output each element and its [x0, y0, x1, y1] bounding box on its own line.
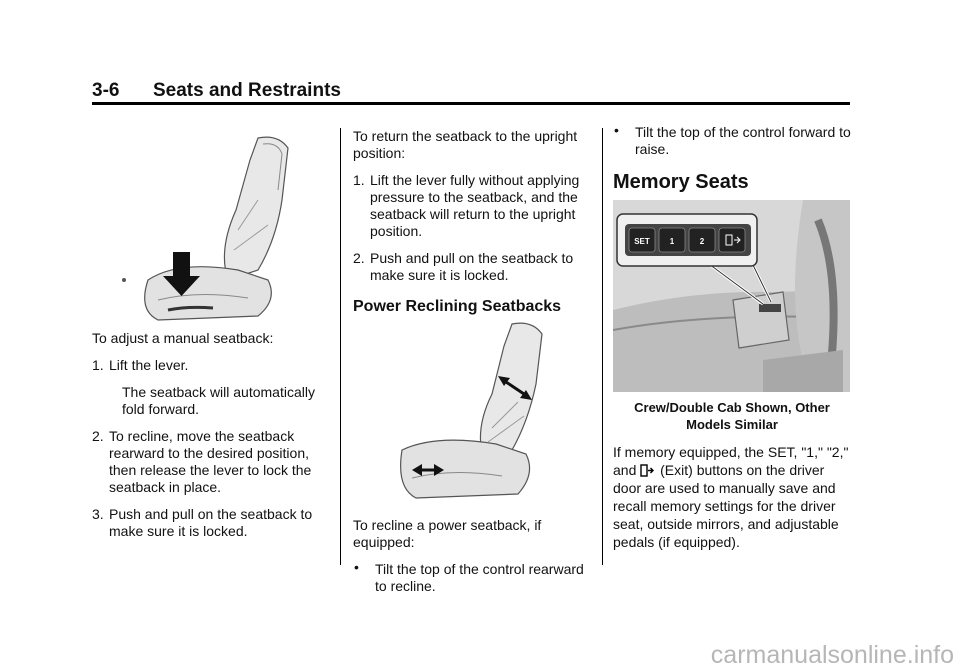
memory-body-part1: If memory equipped, the SET, "1," "2," and — [613, 444, 849, 478]
list-item — [92, 384, 332, 418]
list-item — [92, 357, 332, 374]
column-3-top — [613, 124, 851, 191]
manual-seatback-illustration — [118, 130, 304, 322]
column-3-bottom — [613, 399, 851, 551]
step-number: 1. — [92, 357, 104, 373]
list-item — [353, 561, 591, 595]
step-text: Lift the lever. — [109, 357, 189, 373]
list-item — [353, 250, 591, 284]
memory-body-text — [613, 443, 851, 551]
column-2-bottom — [353, 517, 591, 595]
recline-intro: To recline a power seatback, if equipped: — [353, 517, 542, 550]
step-number: 2. — [353, 250, 365, 266]
memory-1-button-label: 1 — [669, 237, 675, 246]
exit-icon — [640, 464, 654, 477]
step-text: Push and pull on the seatback to make sure it is locked. — [109, 506, 313, 539]
upright-intro: To return the seatback to the upright position: — [353, 128, 578, 161]
column-2-top — [353, 128, 591, 315]
section-number: 3-6 — [92, 80, 120, 101]
list-item — [92, 428, 332, 496]
memory-2-button-label: 2 — [699, 237, 705, 246]
step-number: 1. — [353, 172, 365, 188]
bullet-icon: • — [614, 122, 619, 138]
section-title: Seats and Restraints — [153, 80, 341, 101]
step-text: The seatback will automatically fold forward. — [122, 384, 315, 417]
set-button-label: SET — [634, 237, 650, 246]
column-divider-2 — [602, 128, 603, 565]
bullet-text: Tilt the top of the control forward to raise. — [635, 124, 851, 157]
memory-seat-door-illustration — [613, 200, 850, 392]
bullet-text: Tilt the top of the control rearward to recline. — [375, 561, 584, 594]
bullet-icon: • — [354, 559, 359, 575]
step-text: Lift the lever fully without applying pressure to the seatback, and the seatback will return to the upright position. — [370, 172, 580, 239]
header-rule — [92, 102, 850, 105]
manual-intro: To adjust a manual seatback: — [92, 330, 274, 346]
step-text: To recline, move the seatback rearward to the desired position, then release the lever to lock the seatback in place. — [109, 428, 312, 495]
list-item — [353, 172, 591, 240]
memory-seats-heading: Memory Seats — [613, 171, 749, 193]
list-item — [92, 506, 332, 540]
power-reclining-heading: Power Reclining Seatbacks — [353, 298, 562, 315]
power-seatback-illustration — [392, 318, 552, 504]
figure-caption: Crew/Double Cab Shown, Other Models Similar — [634, 400, 830, 432]
watermark: carmanualsonline.info — [710, 641, 954, 669]
memory-body-part2: (Exit) buttons on the driver door are used to manually save and recall memory settings for the driver seat, outside mirrors, and adjustable pedals (if equipped). — [613, 462, 839, 550]
column-divider-1 — [340, 128, 341, 565]
step-text: Push and pull on the seatback to make sure it is locked. — [370, 250, 574, 283]
column-1 — [92, 330, 332, 540]
step-number: 2. — [92, 428, 104, 444]
list-item — [613, 124, 851, 158]
step-number: 3. — [92, 506, 104, 522]
